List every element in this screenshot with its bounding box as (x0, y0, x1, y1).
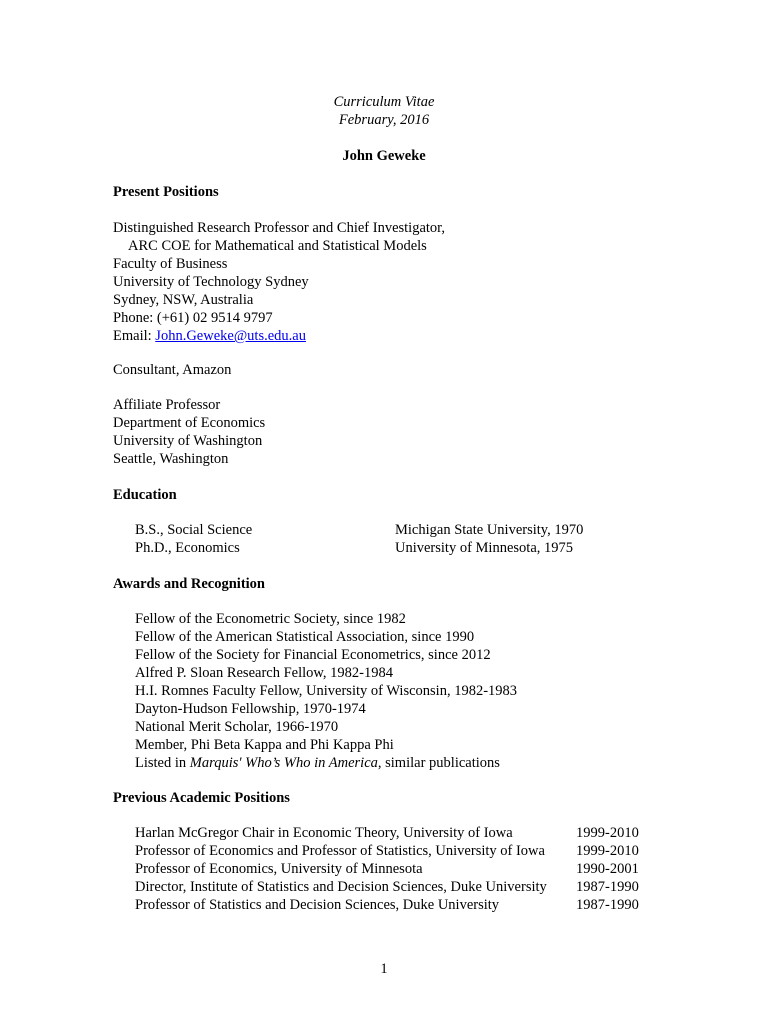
award-item: Dayton-Hudson Fellowship, 1970-1974 (135, 701, 366, 717)
awards-heading: Awards and Recognition (113, 576, 265, 592)
position-line: Distinguished Research Professor and Chief Investigator, (113, 220, 446, 236)
previous-position-title: Professor of Statistics and Decision Sciences, Duke University (135, 897, 500, 913)
phone-line: Phone: (+61) 02 9514 9797 (113, 310, 273, 326)
award-item: Fellow of the Econometric Society, since 1982 (135, 611, 406, 627)
award-suffix: , similar publications (377, 755, 500, 771)
previous-position-years: 1999-2010 (576, 825, 639, 841)
previous-position-years: 1999-2010 (576, 843, 639, 859)
award-item: Fellow of the American Statistical Association, since 1990 (135, 629, 475, 645)
education-institution: University of Minnesota, 1975 (395, 540, 574, 556)
previous-position-years: 1987-1990 (576, 897, 639, 913)
previous-positions-heading: Previous Academic Positions (113, 790, 290, 806)
affiliate-line: Affiliate Professor (113, 397, 221, 413)
affiliate-line: Seattle, Washington (113, 451, 229, 467)
award-item: National Merit Scholar, 1966-1970 (135, 719, 339, 735)
position-line: Faculty of Business (113, 256, 228, 272)
previous-position-title: Director, Institute of Statistics and Decision Sciences, Duke University (135, 879, 547, 895)
previous-position-years: 1990-2001 (576, 861, 639, 877)
email-label: Email: (113, 328, 156, 344)
awards-list (135, 610, 517, 772)
doc-date: February, 2016 (338, 112, 430, 128)
award-item: Fellow of the Society for Financial Econometrics, since 2012 (135, 647, 491, 663)
email-line (113, 327, 445, 345)
education-degree: B.S., Social Science (135, 522, 253, 538)
education-heading: Education (113, 487, 177, 503)
award-item: H.I. Romnes Faculty Fellow, University of Wisconsin, 1982-1983 (135, 683, 518, 699)
position-line: Sydney, NSW, Australia (113, 292, 254, 308)
present-position-uts (113, 219, 445, 345)
position-line: ARC COE for Mathematical and Statistical Models (128, 238, 427, 254)
email-link[interactable]: John.Geweke@uts.edu.au (155, 328, 306, 344)
education-institution: Michigan State University, 1970 (395, 522, 584, 538)
affiliate-position (113, 396, 265, 468)
education-degree: Ph.D., Economics (135, 540, 240, 556)
award-prefix: Listed in (135, 755, 190, 771)
previous-position-title: Professor of Economics and Professor of Statistics, University of Iowa (135, 843, 545, 859)
award-item: Member, Phi Beta Kappa and Phi Kappa Phi (135, 737, 394, 753)
page-number: 1 (380, 961, 388, 977)
previous-position-title: Harlan McGregor Chair in Economic Theory, University of Iowa (135, 825, 513, 841)
affiliate-line: University of Washington (113, 433, 263, 449)
previous-position-title: Professor of Economics, University of Minnesota (135, 861, 423, 877)
consultant-line: Consultant, Amazon (113, 362, 232, 378)
position-line: University of Technology Sydney (113, 274, 309, 290)
award-item: Alfred P. Sloan Research Fellow, 1982-1984 (135, 665, 394, 681)
award-publication-title: Marquis' Who’s Who in America (189, 755, 378, 771)
present-positions-heading: Present Positions (113, 184, 219, 200)
affiliate-line: Department of Economics (113, 415, 266, 431)
previous-position-years: 1987-1990 (576, 879, 639, 895)
cv-name: John Geweke (342, 148, 426, 164)
award-item (135, 754, 517, 772)
doc-type: Curriculum Vitae (333, 94, 435, 110)
